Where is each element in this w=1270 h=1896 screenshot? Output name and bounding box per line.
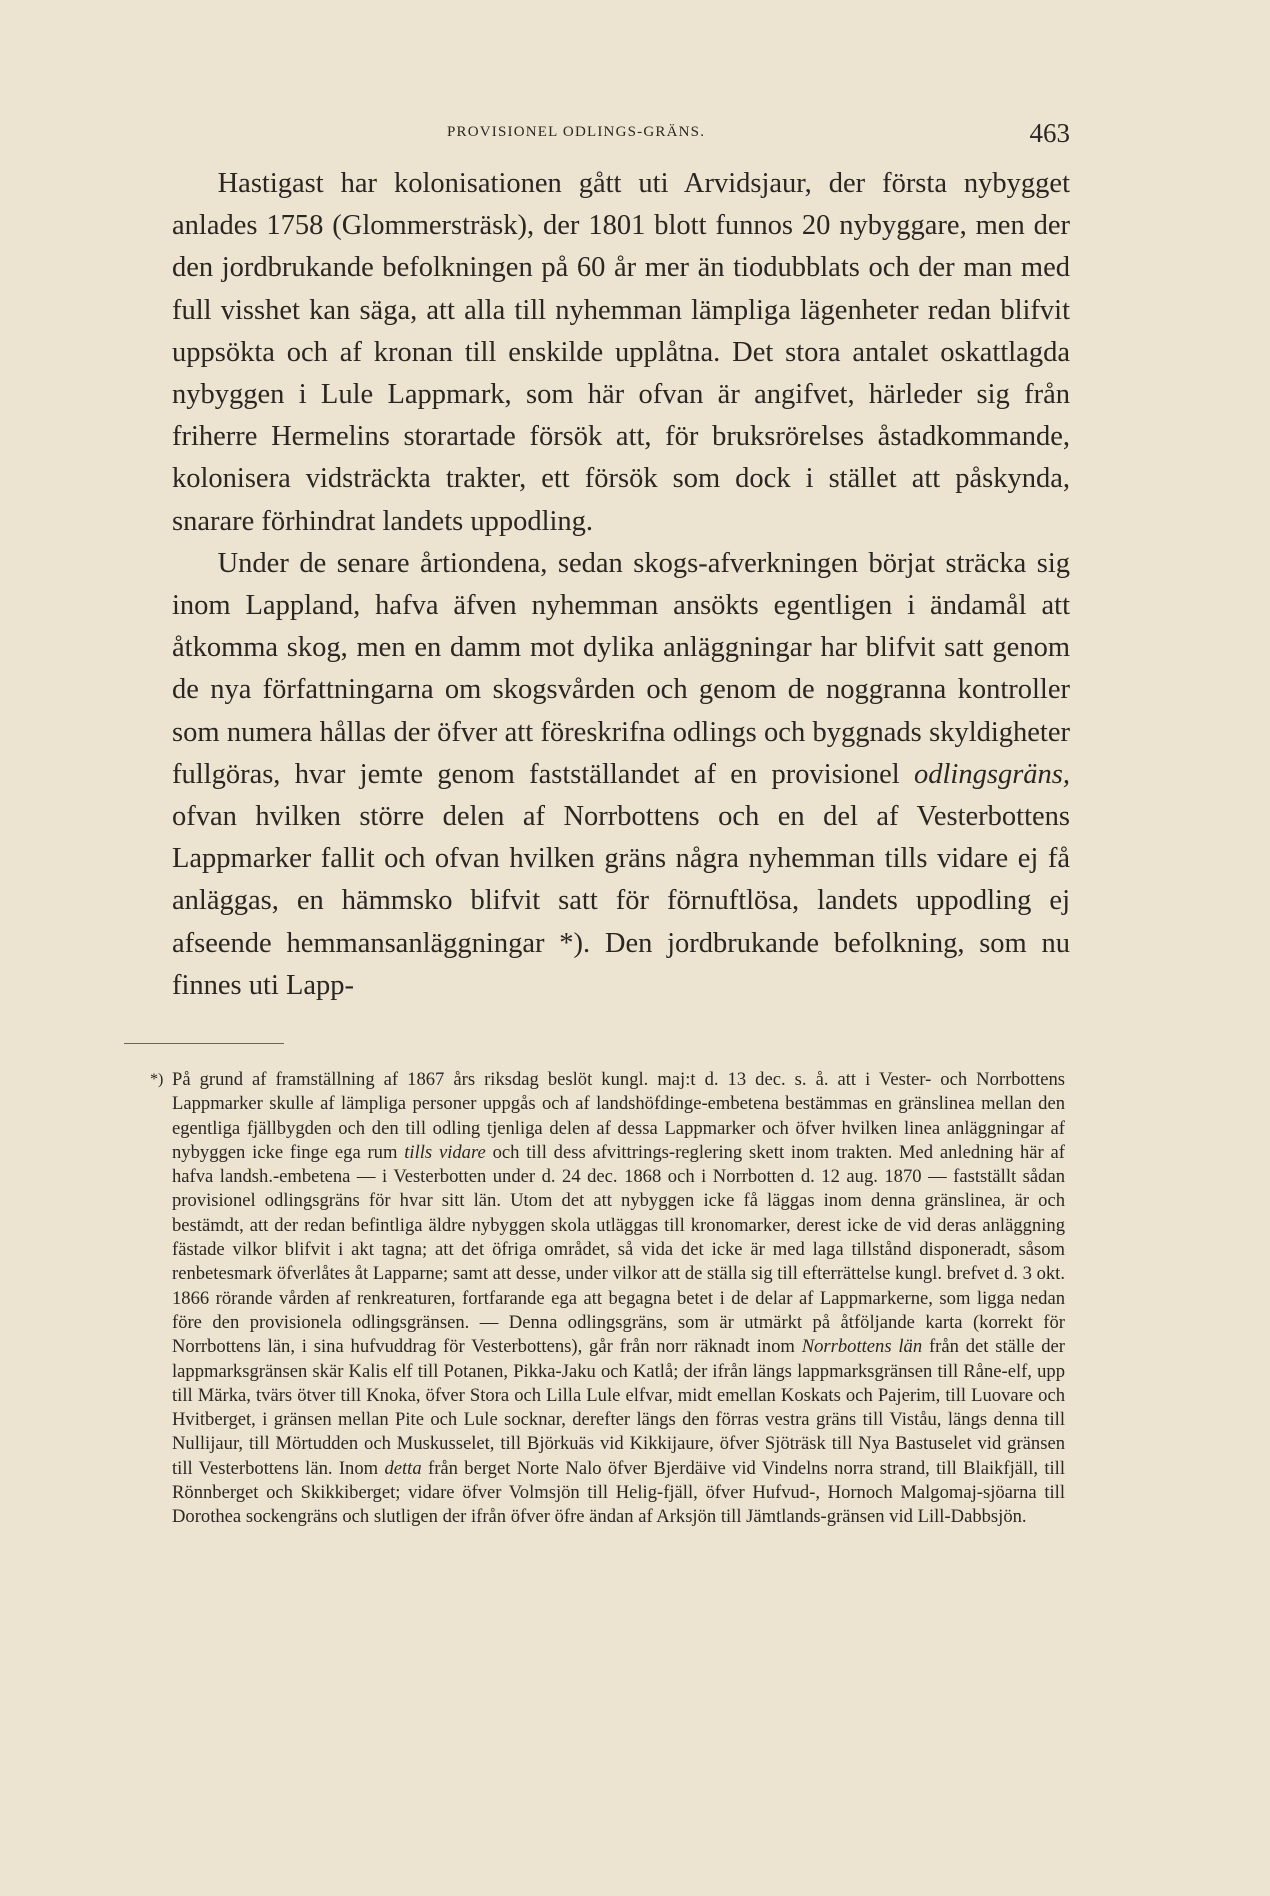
paragraph-text: Hastigast har kolonisationen gått uti Arvidsjaur, der första nybygget anlades 1758 (Glommersträsk), der 1801 blott funnos 20 nybyggare, men der den jordbrukande befolkningen på 60 år mer än tiodubblats och der man med full visshet kan säga, att alla till nyhemman lämpliga lägenheter redan blifvit uppsökta och af kronan till enskilde upplåtna. Det stora antalet oskattlagda nybyggen i Lule Lappmark, som här ofvan är angifvet, härleder sig från friherre Hermelins storartade försök att, för bruksrörelses åstadkommande, kolonisera vidsträckta trakter, ett försök som dock i stället att påskynda, snarare förhindrat landets uppodling. <box>172 168 1070 537</box>
paragraph <box>172 163 1070 543</box>
footnote <box>150 1068 1066 1530</box>
emphasis-text: odlingsgräns, <box>914 758 1071 790</box>
paragraph-text: ofvan hvilken större delen af Norrbottens och en del af Vesterbottens Lappmarker fallit och ofvan hvilken gräns några nyhemman tills vidare ej få anläggas, en hämmsko blifvit satt för förnuftlösa, landets uppodling ej afseende hemmansanläggningar *). Den jordbrukande befolkning, som nu finnes uti Lapp- <box>172 801 1070 1001</box>
main-text <box>172 163 1070 1007</box>
emphasis-text: detta <box>384 1457 422 1479</box>
page-number: 463 <box>1029 118 1070 148</box>
footnote-text: från det ställe der lappmarksgränsen skär Kalis elf till Potanen, Pikka-Jaku och Katlå; der ifrån längs lappmarksgränsen till Råne-elf, upp till Märka, tvärs ötver till Knoka, öfver Stora och Lilla Lule elfvar, midt emellan Koskats och Pajerim, till Luovare och Hvitberget, i gränsen mellan Pite och Lule socknar, derefter längs den förras vestra gräns till Viståu, längs denna till Nullijaur, till Mörtudden och Muskusselet, till Björkuäs vid Kikkijaure, öfver Sjöträsk till Nya Bastuselet vid gränsen till Vesterbottens län. Inom <box>172 1336 1065 1479</box>
footnote-marker: *) <box>150 1071 164 1088</box>
footnote-text: från berget Norte Nalo öfver Bjerdäive vid Vindelns norra strand, till Blaikfjäll, till Rönnberget och Skikkiberget; vidare öfver Volmsjön till Helig-fjäll, öfver Hufvud-, Hornoch Malgomaj-sjöarna till Dorothea sockengräns och slutligen der ifrån öfver öfre ändan af Arksjön till Jämtlands-gränsen vid Lill-Dabbsjön. <box>172 1457 1066 1528</box>
footnote-text: På grund af framställning af 1867 års riksdag beslöt kungl. maj:t d. 13 dec. s. å. att i Vester- och Norrbottens Lappmarker skulle af lämpliga personer uppgås och af landshöfdinge-embetena bestämmas en gränslinea mellan den egentliga fjällbygden och den till odling tjenliga delen af dessa Lappmarker och öfver hvilken linea anläggningar af nybyggen icke finge ega rum <box>172 1069 1065 1163</box>
emphasis-text: tills vidare <box>404 1141 486 1163</box>
paragraph <box>172 543 1070 1007</box>
emphasis-text: Norrbottens län <box>801 1336 923 1358</box>
footnote-text: och till dess afvittrings-reglering skett inom trakten. Med anledning här af hafva landsh.-embetena — i Vesterbotten under d. 24 dec. 1868 och i Norrbotten d. 12 aug. 1870 — fastställt sådan provisionel odlingsgräns för hvar sitt län. Utom det att nybyggen icke få läggas inom denna gränslinea, är och bestämdt, att der redan befintliga äldre nybyggen skola utläggas till kronomarker, derest icke de vid deras anläggning fästade vilkor blifvit i akt tagna; att det öfriga området, så vida det icke är med laga tillstånd disponeradt, såsom renbetesmark öfverlåtes åt Lapparne; samt att desse, under vilkor att de ställa sig till efterrättelse kungl. brefvet d. 3 okt. 1866 rörande vården af renkreaturen, fortfarande ega att begagna betet i de delar af Lappmarkerne, som ligga nedan före den provisionela odlingsgränsen. — Denna odlingsgräns, som är utmärkt på åtföljande karta (korrekt för Norrbottens län, i sina hufvuddrag för Vesterbottens), går från norr räknadt inom <box>172 1141 1065 1358</box>
footnote-paragraph <box>172 1068 1065 1530</box>
paragraph-text: Under de senare årtiondena, sedan skogs-afverkningen börjat sträcka sig inom Lappland, hafva äfven nyhemman ansökts egentligen i ändamål att åtkomma skog, men en damm mot dylika anläggningar har blifvit satt genom de nya författningarna om skogsvården och genom de noggranna kontroller som numera hållas der öfver att föreskrifna odlings och byggnads skyldigheter fullgöras, hvar jemte genom fastställandet af en provisionel <box>172 547 1070 790</box>
footnote-rule <box>124 1043 284 1044</box>
running-title: PROVISIONEL ODLINGS-GRÄNS. <box>447 124 706 140</box>
